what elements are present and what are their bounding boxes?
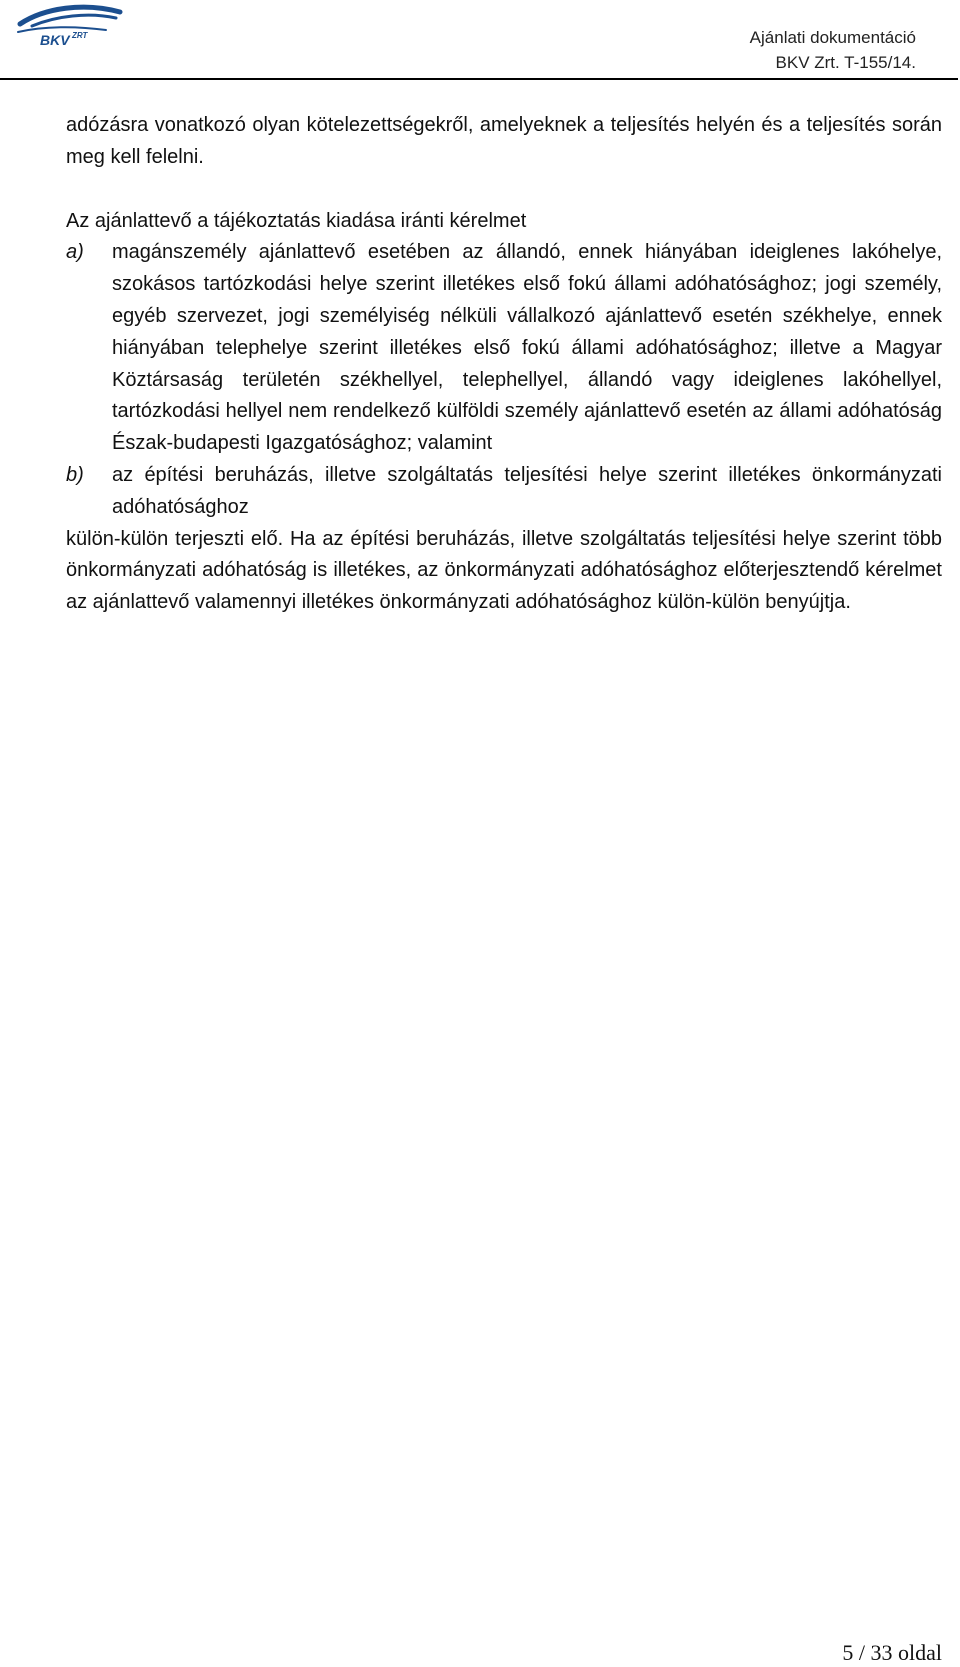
paragraph-intro: Az ajánlattevő a tájékoztatás kiadása iránti kérelmet xyxy=(66,209,527,232)
bkv-logo xyxy=(14,4,126,48)
list-item-b xyxy=(66,460,942,524)
header-doc-info xyxy=(750,25,916,75)
page-header xyxy=(0,0,960,80)
doc-title: Ajánlati dokumentáció xyxy=(749,28,916,47)
document-body xyxy=(66,110,942,619)
doc-reference: BKV Zrt. T-155/14. xyxy=(775,53,916,72)
paragraph-closing: külön-külön terjeszti elő. Ha az építési beruházás, illetve szolgáltatás teljesítési helye szerint több önkormányzati adóhatóság is illetékes, az önkormányzati adóhatósághoz előterjesztendő kérelmet az ajánlattevő valamennyi illetékes önkormányzati adóhatósághoz külön-külön benyújtja. xyxy=(66,527,942,614)
list-item-a-text: magánszemély ajánlattevő esetében az állandó, ennek hiányában ideiglenes lakóhelye, szokásos tartózkodási helye szerint illetékes első fokú állami adóhatósághoz; jogi személy, egyéb szervezet, jogi személyiség nélküli vállalkozó ajánlattevő esetén székhelye, ennek hiányában telephelye szerint illetékes első fokú állami adóhatósághoz; illetve a Magyar Köztársaság területén székhellyel, telephellyel, állandó vagy ideiglenes lakóhellyel, tartózkodási hellyel nem rendelkező külföldi személy ajánlattevő esetén az állami adóhatóság Észak-budapesti Igazgatósághoz; valamint xyxy=(112,241,942,455)
page-number: 5 / 33 oldal xyxy=(842,1640,942,1665)
paragraph-gap xyxy=(66,174,942,206)
logo-sup: ZRT xyxy=(72,31,88,40)
list-item-b-label: b) xyxy=(66,463,84,486)
header-divider xyxy=(0,78,958,80)
list-item-a xyxy=(66,237,942,460)
list-item-a-label: a) xyxy=(66,241,84,264)
logo-text: BKV xyxy=(40,32,70,48)
paragraph-continued: adózásra vonatkozó olyan kötelezettségekről, amelyeknek a teljesítés helyén és a teljesítés során meg kell felelni. xyxy=(66,114,942,168)
list-item-b-text: az építési beruházás, illetve szolgáltatás teljesítési helye szerint illetékes önkormányzati adóhatósághoz xyxy=(112,463,942,518)
